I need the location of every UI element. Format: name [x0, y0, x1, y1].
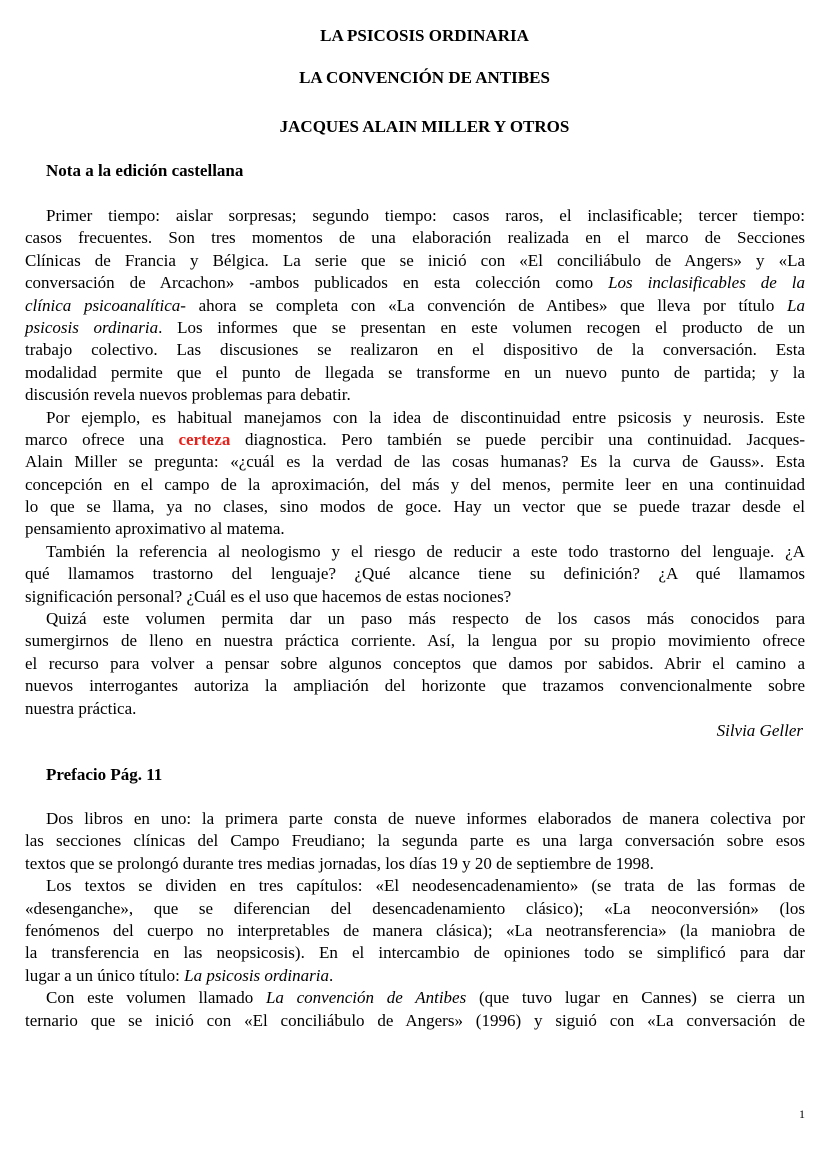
text-line: nuestra práctica. — [25, 698, 137, 718]
text-line: Con este volumen llamado La convención de Antibes (que tuvo lugar en Cannes) se cierra un — [46, 988, 805, 1008]
text-line: clínica psicoanalítica- ahora se completa con «La convención de Antibes» que lleva por título La — [25, 295, 806, 315]
text-line: Alain Miller se pregunta: «¿cuál es la verdad de las cosas humanas? Es la curva de Gauss». Esta — [25, 452, 805, 472]
highlighted-word: certeza — [178, 429, 231, 449]
prefacio-body — [25, 808, 805, 1032]
signature: Silvia Geller — [716, 720, 803, 740]
text-line: significación personal? ¿Cuál es el uso que hacemos de estas nociones? — [25, 586, 512, 606]
text-line: lugar a un único título: La psicosis ordinaria. — [25, 965, 334, 985]
section-heading-prefacio: Prefacio Pág. 11 — [46, 765, 163, 784]
text-line: Por ejemplo, es habitual manejamos con la idea de discontinuidad entre psicosis y neurosis. Este — [46, 407, 805, 427]
text-line: fenómenos del cuerpo no interpretables de manera clásica); «La neotransferencia» (la maniobra de — [25, 920, 805, 940]
text-line: marco ofrece una certeza diagnostica. Pero también se puede percibir una continuidad. Jacques- — [25, 429, 805, 449]
text-line: trabajo colectivo. Las discusiones se realizaron en el dispositivo de la conversación. Esta — [25, 340, 805, 360]
text-line: nuevos interrogantes autoriza la ampliación del horizonte que trazamos convencionalmente sobre — [25, 676, 805, 696]
text-line: lo que se llama, ya no clases, sino modos de goce. Hay un vector que se puede trazar desde el — [25, 497, 805, 517]
text-line: qué llamamos trastorno del lenguaje? ¿Qué alcance tiene su definición? ¿A qué llamamos — [25, 564, 805, 584]
text-line: Los textos se dividen en tres capítulos: «El neodesencadenamiento» (se trata de las formas de — [46, 876, 805, 896]
text-line: conversación de Arcachon» -ambos publicados en esta colección como Los inclasificables de la — [25, 273, 806, 293]
text-line: Primer tiempo: aislar sorpresas; segundo tiempo: casos raros, el inclasificable; tercer tiempo: — [46, 206, 805, 225]
document-authors: JACQUES ALAIN MILLER Y OTROS — [279, 117, 570, 136]
text-line: modalidad permite que el punto de llegada se transforme en un nuevo punto de partida; y la — [25, 362, 805, 382]
text-line: psicosis ordinaria. Los informes que se presentan en este volumen recogen el producto de un — [25, 317, 805, 337]
text-line: Dos libros en uno: la primera parte consta de nueve informes elaborados de manera colectiva por — [46, 809, 805, 828]
text-line: las secciones clínicas del Campo Freudiano; la segunda parte es una larga conversación sobre esos — [25, 831, 805, 851]
nota-body — [25, 205, 805, 742]
text-line: ternario que se inició con «El conciliábulo de Angers» (1996) y siguió con «La conversación de — [25, 1010, 805, 1030]
text-line: casos frecuentes. Son tres momentos de una elaboración realizada en el marco de Secciones — [25, 228, 805, 248]
text-line: sumergirnos de lleno en nuestra práctica corriente. Así, la lengua por su propio movimiento ofrece — [25, 631, 805, 651]
text-line: «desenganche», que se diferencian del desencadenamiento clásico); «La neoconversión» (los — [25, 898, 805, 918]
text-line: También la referencia al neologismo y el riesgo de reducir a este todo trastorno del lenguaje. ¿A — [46, 541, 805, 561]
text-line: la transferencia en las neopsicosis). En el intercambio de opiniones todo se simplificó para dar — [25, 943, 805, 963]
page-number: 1 — [799, 1107, 805, 1121]
text-line: el recurso para volver a pensar sobre algunos conceptos que damos por sabidos. Abrir el camino a — [25, 653, 805, 673]
section-heading-nota: Nota a la edición castellana — [46, 161, 244, 180]
document-title: LA PSICOSIS ORDINARIA — [320, 26, 529, 45]
text-line: pensamiento aproximativo al matema. — [25, 519, 285, 539]
text-line: concepción en el campo de la aproximación, del más y del menos, permite leer en una continuidad — [25, 474, 805, 494]
text-line: Quizá este volumen permita dar un paso más respecto de los casos más conocidos para — [46, 609, 805, 629]
text-line: textos que se prolongó durante tres medias jornadas, los días 19 y 20 de septiembre de 1998. — [25, 853, 654, 873]
text-line: Clínicas de Francia y Bélgica. La serie que se inició con «El conciliábulo de Angers» y «La — [25, 250, 805, 270]
text-line: discusión revela nuevos problemas para debatir. — [25, 385, 351, 405]
document-subtitle: LA CONVENCIÓN DE ANTIBES — [299, 68, 550, 87]
